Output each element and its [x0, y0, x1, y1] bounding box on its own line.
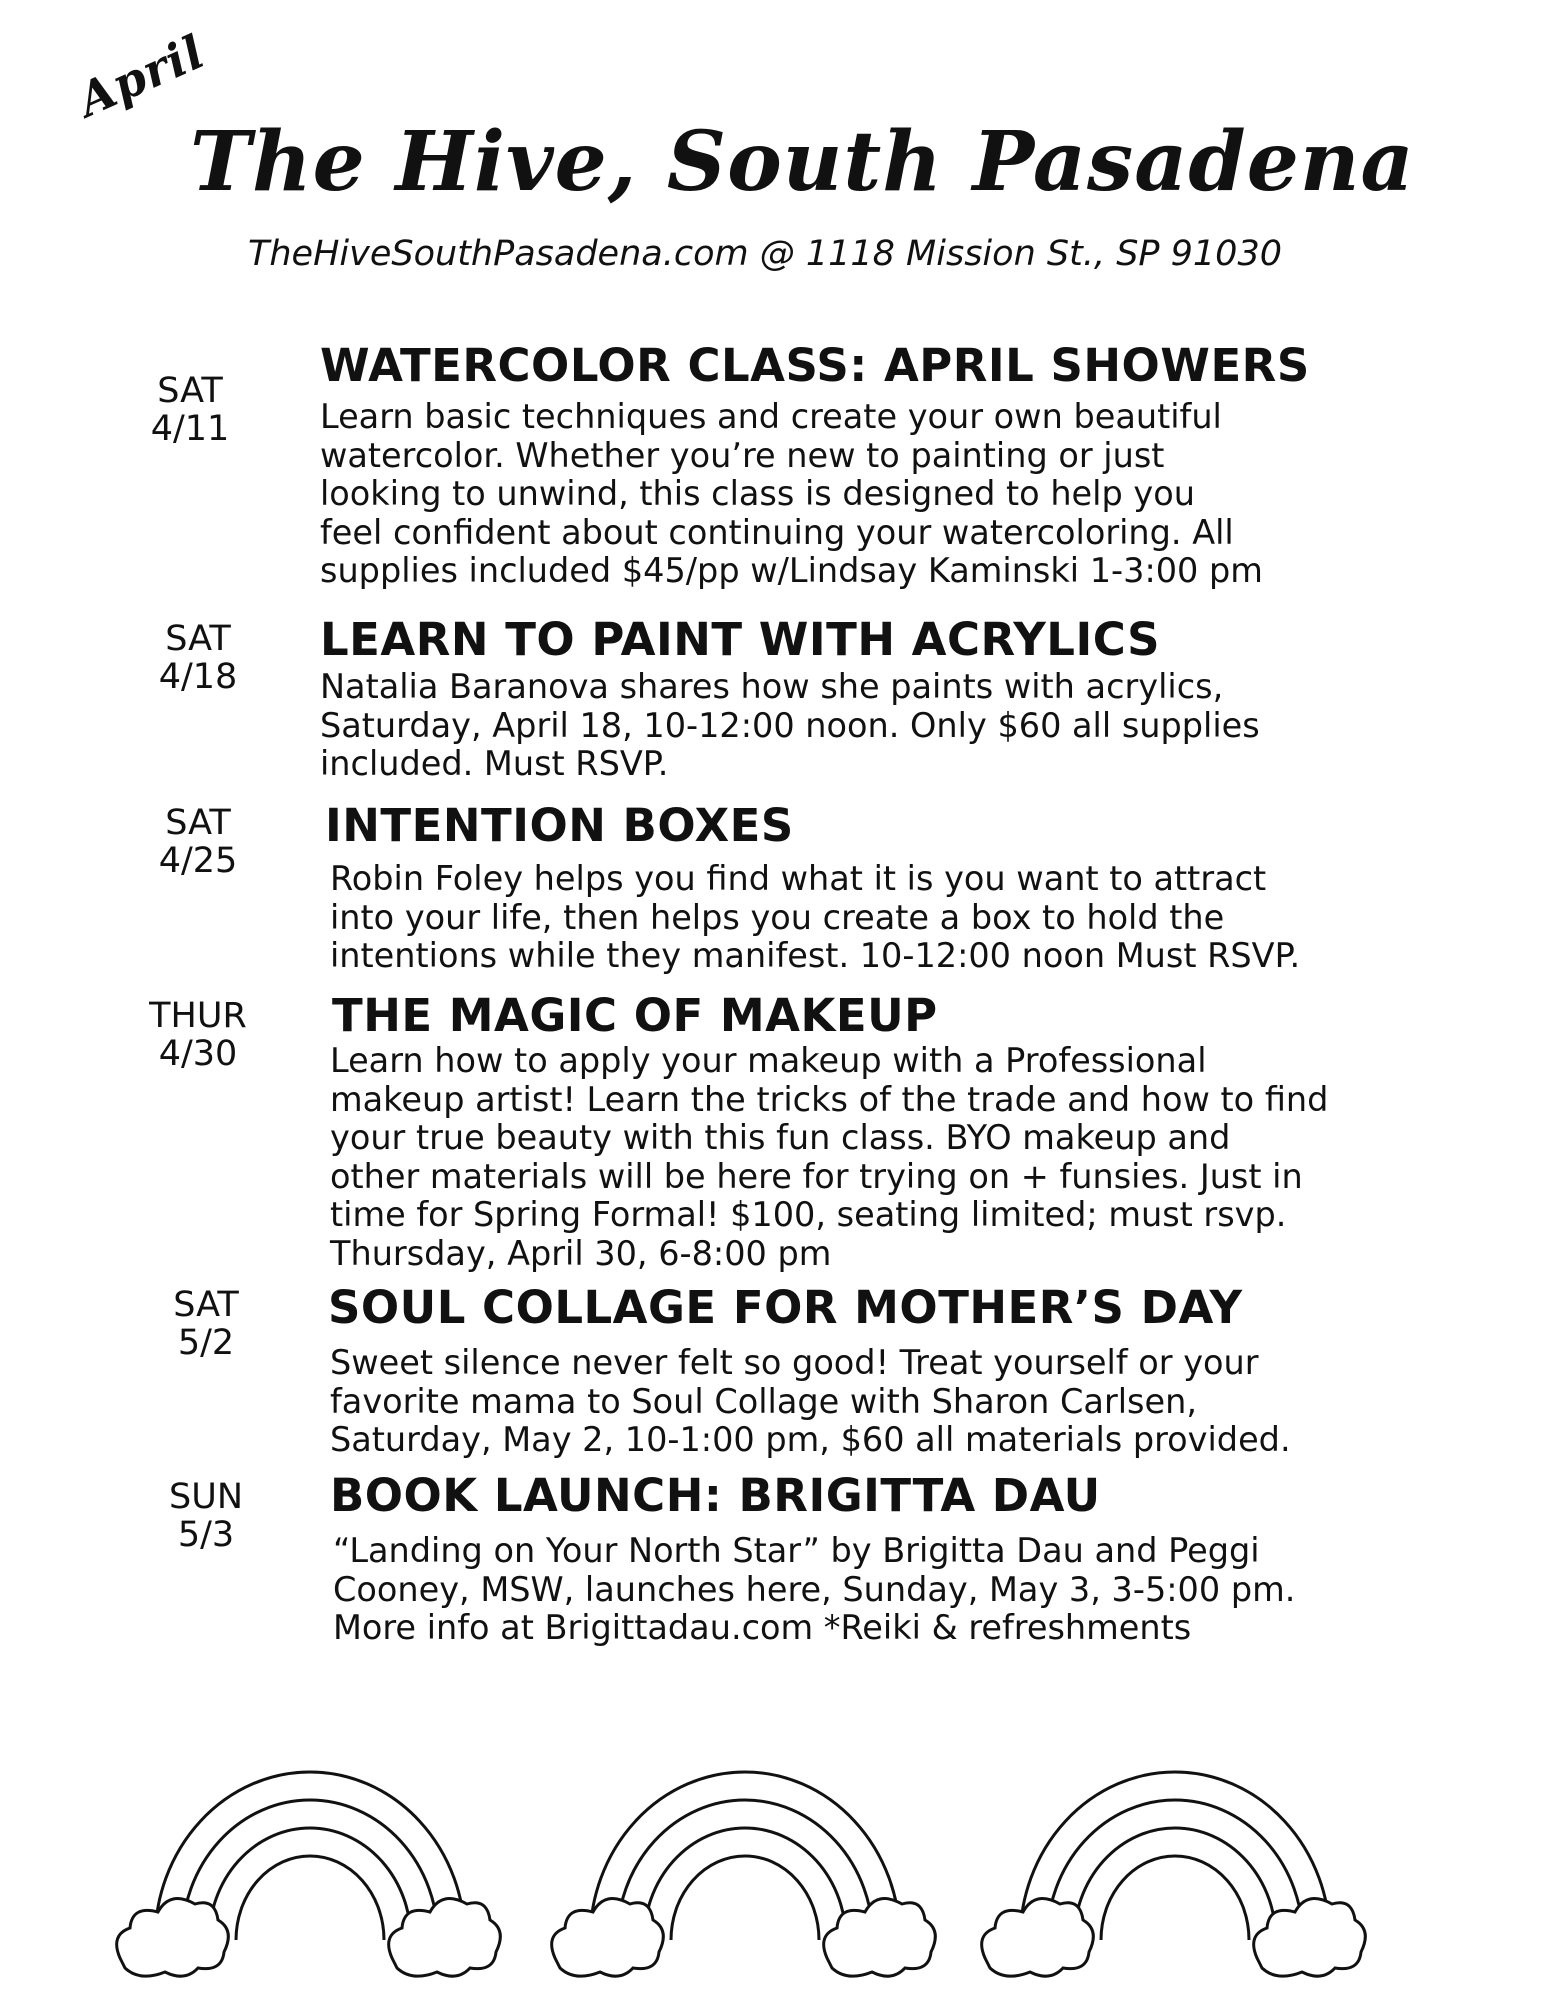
rainbow-with-clouds-icon: [117, 1772, 501, 1976]
rainbow-decoration: [0, 1690, 1545, 1990]
event-date: [118, 804, 278, 880]
month-label: April: [70, 24, 213, 128]
event-day: SAT: [157, 371, 223, 411]
event-date-number: 5/2: [177, 1323, 235, 1363]
event-description: Robin Foley helps you find what it is you want to attract into your life, then helps you create a box to hold the intentions while they manifest. 10-12:00 noon Must RSVP.: [330, 859, 1301, 975]
event-date: [118, 620, 278, 696]
event-date: [126, 1478, 286, 1554]
event-description: “Landing on Your North Star” by Brigitta Dau and Peggi Cooney, MSW, launches here, Sunday, May 3, 3-5:00 pm. More info at Brigittadau.com *Reiki & refreshments: [333, 1531, 1296, 1647]
event-day: SAT: [165, 619, 231, 659]
event-day: THUR: [149, 996, 247, 1036]
rainbow-with-clouds-icon: [552, 1772, 936, 1976]
event-date: [110, 372, 270, 448]
event-day: SUN: [168, 1477, 244, 1517]
event-description: Learn how to apply your makeup with a Professional makeup artist! Learn the tricks of the trade and how to find your true beauty with this fun class. BYO makeup and other materials will be here for trying on + funsies. Just in time for Spring Formal! $100, seating limited; must rsvp. Thursday, April 30, 6-8:00 pm: [330, 1041, 1329, 1273]
event-date: [126, 1286, 286, 1362]
venue-address: TheHiveSouthPasadena.com @ 1118 Mission St., SP 91030: [248, 234, 1282, 274]
event-title: SOUL COLLAGE FOR MOTHER’S DAY: [328, 1281, 1243, 1334]
event-day: SAT: [165, 803, 231, 843]
event-date-number: 4/30: [158, 1034, 238, 1074]
event-description: Sweet silence never felt so good! Treat yourself or your favorite mama to Soul Collage with Sharon Carlsen, Saturday, May 2, 10-1:00 pm, $60 all materials provided.: [330, 1343, 1291, 1459]
rainbow-with-clouds-icon: [982, 1772, 1366, 1976]
event-title: THE MAGIC OF MAKEUP: [332, 989, 938, 1042]
event-date-number: 4/25: [158, 841, 238, 881]
event-description: Learn basic techniques and create your own beautiful watercolor. Whether you’re new to painting or just looking to unwind, this class is designed to help you feel confident about continuing your watercoloring. All supplies included $45/pp w/Lindsay Kaminski 1-3:00 pm: [320, 397, 1263, 590]
event-title: INTENTION BOXES: [325, 799, 794, 852]
event-title: WATERCOLOR CLASS: APRIL SHOWERS: [320, 339, 1310, 392]
event-description: Natalia Baranova shares how she paints with acrylics, Saturday, April 18, 10-12:00 noon. Only $60 all supplies included. Must RSVP.: [320, 667, 1260, 783]
event-day: SAT: [173, 1285, 239, 1325]
event-date-number: 4/11: [150, 409, 230, 449]
event-date-number: 5/3: [177, 1515, 235, 1555]
event-title: LEARN TO PAINT WITH ACRYLICS: [320, 613, 1160, 666]
event-date-number: 4/18: [158, 657, 238, 697]
event-date: [118, 997, 278, 1073]
event-title: BOOK LAUNCH: BRIGITTA DAU: [330, 1469, 1101, 1522]
venue-title: The Hive, South Pasadena: [190, 114, 1415, 210]
